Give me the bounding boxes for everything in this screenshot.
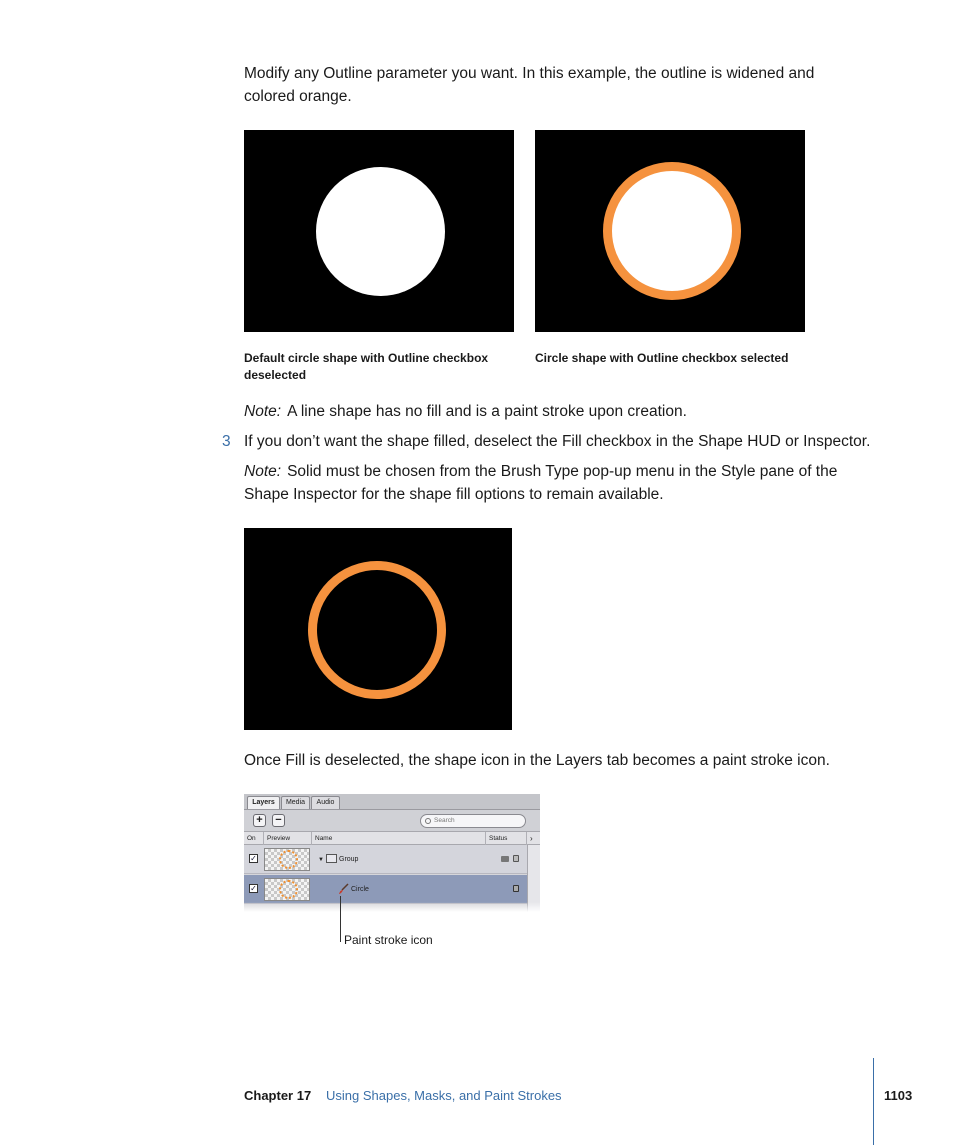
step-text: If you don’t want the shape filled, deselect the Fill checkbox in the Shape HUD or Inspector. bbox=[244, 433, 871, 450]
layer-name: Circle bbox=[351, 886, 369, 893]
group-icon bbox=[326, 854, 337, 863]
callout-line bbox=[340, 896, 341, 942]
note-text: A line shape has no fill and is a paint stroke upon creation. bbox=[287, 403, 687, 420]
note-label: Note: bbox=[244, 463, 282, 480]
image-outlined-circle bbox=[535, 130, 805, 332]
after-paragraph: Once Fill is deselected, the shape icon in the Layers tab becomes a paint stroke icon. bbox=[244, 752, 830, 769]
layer-on-checkbox[interactable]: ✓ bbox=[250, 884, 257, 893]
paint-stroke-icon bbox=[338, 883, 349, 895]
note-1 bbox=[244, 400, 874, 423]
image-default-circle bbox=[244, 130, 514, 332]
outlined-circle-shape bbox=[603, 162, 741, 300]
add-layer-button[interactable]: + bbox=[253, 814, 266, 827]
image-unfilled-circle bbox=[244, 528, 512, 730]
footer-divider bbox=[873, 1058, 874, 1145]
tab-media[interactable]: Media bbox=[281, 796, 310, 809]
note-2 bbox=[244, 460, 880, 506]
remove-layer-button[interactable]: − bbox=[272, 814, 285, 827]
layer-row-circle[interactable] bbox=[244, 875, 527, 904]
caption-right: Circle shape with Outline checkbox selected bbox=[535, 351, 789, 365]
page-number: 1103 bbox=[884, 1088, 913, 1103]
white-circle-shape bbox=[316, 167, 445, 296]
intro-paragraph: Modify any Outline parameter you want. In this example, the outline is widened and colored orange. bbox=[244, 65, 815, 105]
column-preview[interactable]: Preview bbox=[264, 832, 312, 845]
footer-chapter: Chapter 17 bbox=[244, 1088, 312, 1103]
lock-icon[interactable] bbox=[513, 855, 519, 862]
orange-ring-shape bbox=[308, 561, 446, 699]
search-icon bbox=[425, 818, 431, 824]
lock-icon[interactable] bbox=[513, 885, 519, 892]
layers-panel bbox=[244, 794, 540, 912]
search-field[interactable] bbox=[420, 814, 526, 828]
column-on[interactable]: On bbox=[244, 832, 264, 845]
disclosure-triangle-icon[interactable]: ▼ bbox=[318, 857, 324, 863]
layer-preview-thumbnail bbox=[264, 848, 310, 871]
column-status[interactable]: Status bbox=[486, 832, 527, 845]
status-icon bbox=[501, 856, 509, 862]
layer-name: Group bbox=[339, 856, 359, 863]
note-label: Note: bbox=[244, 403, 282, 420]
tab-layers[interactable]: Layers bbox=[247, 796, 280, 809]
callout-label: Paint stroke icon bbox=[344, 933, 433, 947]
layer-row-group[interactable] bbox=[244, 845, 527, 874]
column-header bbox=[244, 832, 540, 845]
step-number: 3 bbox=[222, 433, 231, 450]
layer-preview-thumbnail bbox=[264, 878, 310, 901]
caption-left: Default circle shape with Outline checkbox deselected bbox=[244, 351, 489, 382]
layer-on-checkbox[interactable]: ✓ bbox=[250, 854, 257, 863]
column-more-icon[interactable]: › bbox=[530, 834, 533, 843]
tab-audio[interactable]: Audio bbox=[311, 796, 340, 809]
column-name[interactable]: Name bbox=[312, 832, 486, 845]
search-placeholder: Search bbox=[434, 817, 455, 824]
tab-bar bbox=[244, 794, 540, 810]
layers-toolbar bbox=[244, 810, 540, 832]
footer-chapter-title[interactable]: Using Shapes, Masks, and Paint Strokes bbox=[326, 1088, 562, 1103]
note-text: Solid must be chosen from the Brush Type pop-up menu in the Style pane of the Shape Inspector for the shape fill options to remain available. bbox=[244, 463, 838, 503]
